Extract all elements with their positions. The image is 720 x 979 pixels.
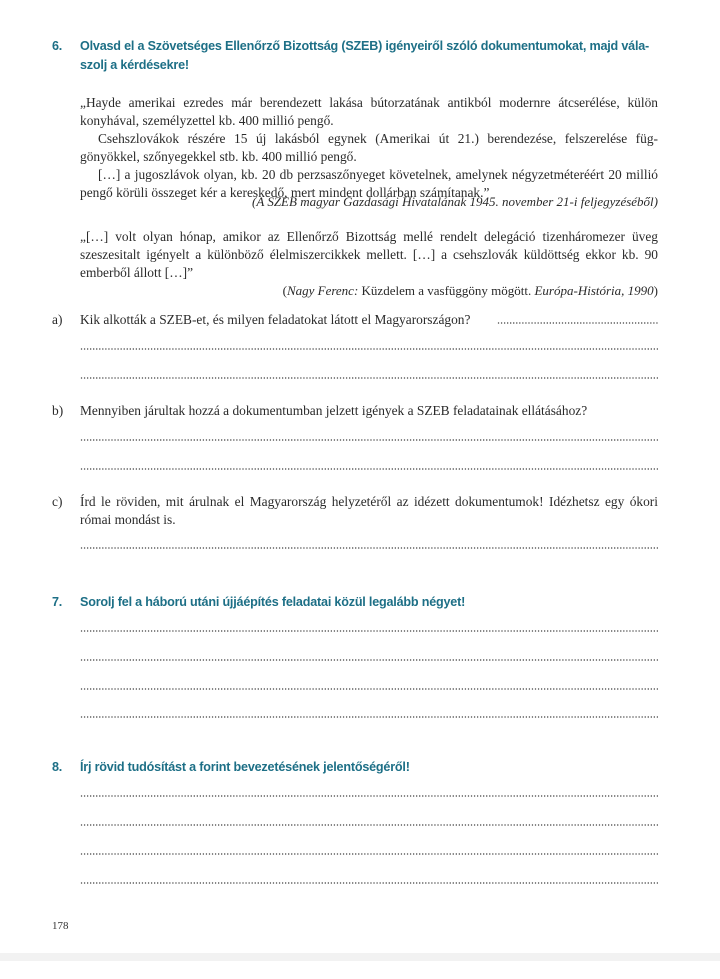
task-7-number: 7. (52, 595, 63, 609)
answer-line-7-3[interactable] (80, 688, 658, 690)
answer-line-8-1[interactable] (80, 795, 658, 797)
answer-line-8-4[interactable] (80, 882, 658, 884)
question-a-text: Kik alkották a SZEB-et, és milyen feladatokat látott el Magyarországon? (80, 312, 471, 327)
task-6-title-line-2: szolj a kérdésekre! (80, 58, 189, 72)
source-author: Nagy Ferenc: (286, 283, 359, 298)
task-7-title: Sorolj fel a háború utáni újjáépítés feladatai közül legalább négyet! (80, 595, 466, 609)
task-6-heading (52, 37, 672, 77)
task-6-title-line-1: Olvasd el a Szövetséges Ellenőrző Bizottság (SZEB) igényeiről szóló dokumentumokat, majd vála- (80, 39, 650, 53)
page-number: 178 (52, 920, 69, 932)
answer-line-b-2[interactable] (80, 468, 658, 470)
source-title: Küzdelem a vasfüggöny mögött. (358, 283, 535, 298)
task-6-title (80, 37, 660, 75)
page-bottom-divider (0, 953, 720, 961)
document-1-source: (A SZEB magyar Gazdasági Hivatalának 1945. november 21-i feljegyzéséből) (252, 194, 658, 209)
task-7-heading (52, 593, 672, 613)
answer-line-7-1[interactable] (80, 630, 658, 632)
question-b-text: Mennyiben járultak hozzá a dokumentumban jelzett igények a SZEB feladatainak ellátásához? (80, 403, 588, 418)
source-publisher: Európa-História, 1990 (534, 283, 654, 298)
answer-line-a-1[interactable] (497, 322, 658, 324)
task-6-number: 6. (52, 39, 63, 53)
question-b-label: b) (52, 403, 64, 418)
document-2-source (80, 282, 658, 300)
answer-line-b-1[interactable] (80, 439, 658, 441)
answer-line-7-4[interactable] (80, 716, 658, 718)
source-paren-open: ( (282, 283, 287, 298)
answer-line-c-1[interactable] (80, 547, 658, 549)
answer-line-7-2[interactable] (80, 659, 658, 661)
document-2-paragraph-1: „[…] volt olyan hónap, amikor az Ellenőrző Bizottság mellé rendelt delegáció tizenháromezer üveg szeszesitalt igényelt a különböző élelmiszercikkek mellett. […] a csehszlovák küldöttség ekkor kb. 90 emberből állott […]” (80, 229, 658, 280)
question-a-label: a) (52, 312, 63, 327)
document-1-quote (80, 94, 658, 202)
document-1-paragraph-3: […] a jugoszlávok olyan, kb. 20 db perzsaszőnyeget követelnek, amelynek négyzetméteréért 20 millió pengő körüli összeget kér a kereskedő, mert mindent dollárban számítanak.” (80, 167, 658, 200)
task-8-title: Írj rövid tudósítást a forint bevezetésének jelentőségéről! (80, 760, 410, 774)
answer-line-8-2[interactable] (80, 824, 658, 826)
document-1-paragraph-2: Csehszlovákok részére 15 új lakásból egynek (Amerikai út 21.) berendezése, felszerelése füg-gönyökkel, szőnyegekkel stb. kb. 400 millió pengő. (80, 131, 658, 164)
document-2-quote (80, 228, 658, 282)
source-paren-close: ) (653, 283, 658, 298)
answer-line-a-3[interactable] (80, 377, 658, 379)
document-1-paragraph-1: „Hayde amerikai ezredes már berendezett lakása bútorzatának antikból modernre átcserélése, külön konyhával, személyzettel kb. 400 millió pengő. (80, 95, 658, 128)
question-c-text: Írd le röviden, mit árulnak el Magyarország helyzetéről az idézett dokumentumok! Idézhetsz egy ókori római mondást is. (80, 494, 658, 527)
question-c-label: c) (52, 494, 63, 509)
answer-line-8-3[interactable] (80, 853, 658, 855)
answer-line-a-2[interactable] (80, 348, 658, 350)
task-8-heading (52, 758, 672, 778)
task-8-number: 8. (52, 760, 63, 774)
